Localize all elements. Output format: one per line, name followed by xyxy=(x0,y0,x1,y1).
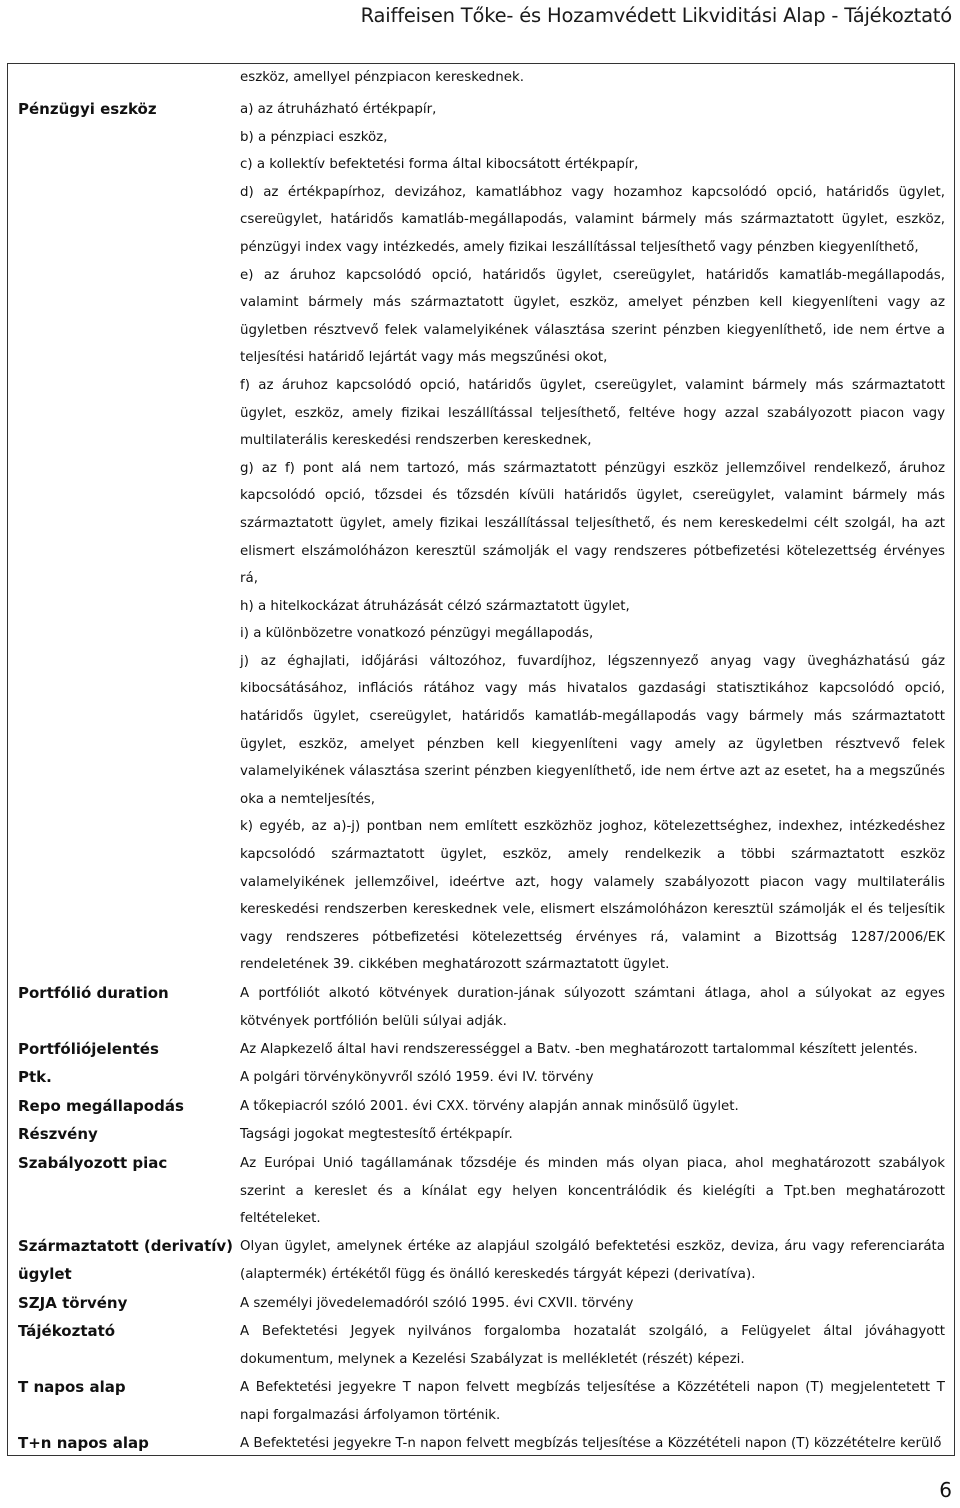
term-definition xyxy=(240,1036,945,1064)
term-definition xyxy=(240,1233,945,1288)
definition-paragraph: f) az áruhoz kapcsolódó opció, határidős ügylet, csereügylet, valamint bármely más származtatott ügylet, eszköz, amely fizikai leszállítással teljesíthető, feltéve hogy azzal szabályozott piacon vagy multilaterális kereskedési rendszerben kereskednek, xyxy=(240,377,945,449)
term-label: Részvény xyxy=(18,1125,98,1143)
term-label: Pénzügyi eszköz xyxy=(18,100,157,118)
definition-paragraph: Tagsági jogokat megtestesítő értékpapír. xyxy=(240,1127,513,1142)
document-header-title: Raiffeisen Tőke- és Hozamvédett Likviditási Alap - Tájékoztató xyxy=(360,4,952,27)
definition-paragraph: a) az átruházható értékpapír, xyxy=(240,102,437,117)
definition-paragraph: A Befektetési jegyekre T-n napon felvett megbízás teljesítése a Közzétételi napon (T) közzétételre kerülő xyxy=(240,1436,942,1451)
page-number: 6 xyxy=(939,1478,952,1502)
term-definition xyxy=(240,980,945,1035)
definition-paragraph: e) az áruhoz kapcsolódó opció, határidős ügylet, csereügylet, határidős kamatláb-megállapodás, valamint bármely más származtatott ügylet, eszköz, amelyet pénzben kell kiegyenlíteni vagy az ügyletben résztvevő felek valamelyikének választása szerint pénzben kiegyenlíthető, ide nem értve a teljesítési határidő lejártát vagy más megszűnési okot, xyxy=(240,267,945,366)
definition-paragraph: Olyan ügylet, amelynek értéke az alapjául szolgáló befektetési eszköz, deviza, áru vagy referenciaráta (alaptermék) értékétől függ és önálló kereskedés tárgyát képezi (derivatíva). xyxy=(240,1239,945,1282)
term-definition xyxy=(240,1374,945,1429)
term-label: Ptk. xyxy=(18,1068,52,1086)
definition-paragraph: k) egyéb, az a)-j) pontban nem említett eszközhöz joghoz, kötelezettséghez, indexhez, intézkedéshez kapcsolódó származtatott ügylet, eszköz, amely rendelkezik a többi származtatott eszköz valamelyikének jellemzőivel, ideértve azt, hogy valamely szabályozott piacon vagy multilaterális kereskedési rendszerben kereskednek vele, elismert elszámolóházon keresztül számolják el és teljesítik vagy rendszeres pótbefizetési kötelezettség érvényes rá, valamint a Bizottság 1287/2006/EK rendeletének 39. cikkében meghatározott származtatott ügylet. xyxy=(240,819,945,973)
definition-paragraph: d) az értékpapírhoz, devizához, kamatlábhoz vagy hozamhoz kapcsolódó opció, határidős ügylet, csereügylet, határidős kamatláb-megállapodás, valamint bármely más származtatott ügylet, eszköz, pénzügyi index vagy intézkedés, amely fizikai leszállítással teljesíthető vagy pénzben kiegyenlíthető, xyxy=(240,184,945,255)
definition-paragraph: Az Európai Unió tagállamának tőzsdéje és minden más olyan piaca, ahol meghatározott szabályok szerint a kereslet és a kínálat egy helyen koncentrálódik és kielégíti a Tpt.ben meghatározott feltételeket. xyxy=(240,1156,945,1227)
definition-paragraph: A Befektetési jegyekre T napon felvett megbízás teljesítése a Közzétételi napon (T) megjelentetett T napi forgalmazási árfolyamon történik. xyxy=(240,1380,945,1423)
term-label: T napos alap xyxy=(18,1378,126,1396)
term-definition xyxy=(240,1430,945,1458)
definition-paragraph: g) az f) pont alá nem tartozó, más származtatott pénzügyi eszköz jellemzőivel rendelkező, áruhoz kapcsolódó opció, tőzsdei és tőzsdén kívüli határidős ügylet, csereügylet, valamint bármely más származtatott ügylet, amely fizikai leszállítással teljesíthető, és nem kereskedelmi célt szolgál, ha azt elismert elszámolóházon keresztül számolják el vagy rendszeres pótbefizetési kötelezettség érvényes rá, xyxy=(240,460,945,587)
definition-paragraph: A személyi jövedelemadóról szóló 1995. évi CXVII. törvény xyxy=(240,1296,634,1311)
term-label: Tájékoztató xyxy=(18,1322,116,1340)
definition-paragraph: A polgári törvénykönyvről szóló 1959. évi IV. törvény xyxy=(240,1070,594,1085)
definition-paragraph: c) a kollektív befektetési forma által kibocsátott értékpapír, xyxy=(240,157,639,173)
term-definition xyxy=(240,1290,945,1318)
definition-paragraph: eszköz, amellyel pénzpiacon kereskednek. xyxy=(240,70,524,85)
term-label: Származtatott (derivatív) ügylet xyxy=(18,1237,234,1283)
term-definition xyxy=(240,1093,945,1121)
term-definition xyxy=(240,96,945,979)
definition-paragraph: i) a különbözetre vonatkozó pénzügyi megállapodás, xyxy=(240,626,594,642)
term-label: Portfólió duration xyxy=(18,984,169,1002)
term-label: Repo megállapodás xyxy=(18,1097,184,1115)
term-definition xyxy=(240,1121,945,1149)
term-definition xyxy=(240,64,945,92)
definitions-table xyxy=(7,63,955,1456)
term-label: T+n napos alap xyxy=(18,1434,149,1452)
definition-paragraph: A portfóliót alkotó kötvények duration-jának súlyozott számtani átlaga, ahol a súlyokat az egyes kötvények portfólión belüli súlyai adják. xyxy=(240,986,945,1029)
term-definition xyxy=(240,1150,945,1233)
definition-paragraph: b) a pénzpiaci eszköz, xyxy=(240,129,388,145)
term-label: Portfóliójelentés xyxy=(18,1040,159,1058)
term-label: SZJA törvény xyxy=(18,1294,128,1312)
definition-paragraph: j) az éghajlati, időjárási változóhoz, fuvardíjhoz, légszennyező anyag vagy üvegházhatású gáz kibocsátásához, inflációs rátához vagy más hivatalos gazdasági statisztikához kapcsolódó opció, határidős ügylet, csereügylet, határidős kamatláb-megállapodás vagy bármely más származtatott ügylet, eszköz, amelyet pénzben kell kiegyenlíteni vagy amely az ügyletben résztvevő felek valamelyikének választása szerint pénzben kiegyenlíthető, ide nem értve azt az esetet, ha a megszűnés oka a nemteljesítés, xyxy=(240,653,945,807)
term-definition xyxy=(240,1318,945,1373)
term-label: Szabályozott piac xyxy=(18,1154,168,1172)
definition-paragraph: Az Alapkezelő által havi rendszerességgel a Batv. -ben meghatározott tartalommal készített jelentés. xyxy=(240,1042,918,1057)
definition-paragraph: h) a hitelkockázat átruházását célzó származtatott ügylet, xyxy=(240,598,630,614)
term-definition xyxy=(240,1064,945,1092)
definition-paragraph: A tőkepiacról szóló 2001. évi CXX. törvény alapján annak minősülő ügylet. xyxy=(240,1099,739,1114)
definition-paragraph: A Befektetési Jegyek nyilvános forgalomba hozatalát szolgáló, a Felügyelet által jóváhagyott dokumentum, melynek a Kezelési Szabályzat is mellékletét (részét) képezi. xyxy=(240,1324,945,1367)
